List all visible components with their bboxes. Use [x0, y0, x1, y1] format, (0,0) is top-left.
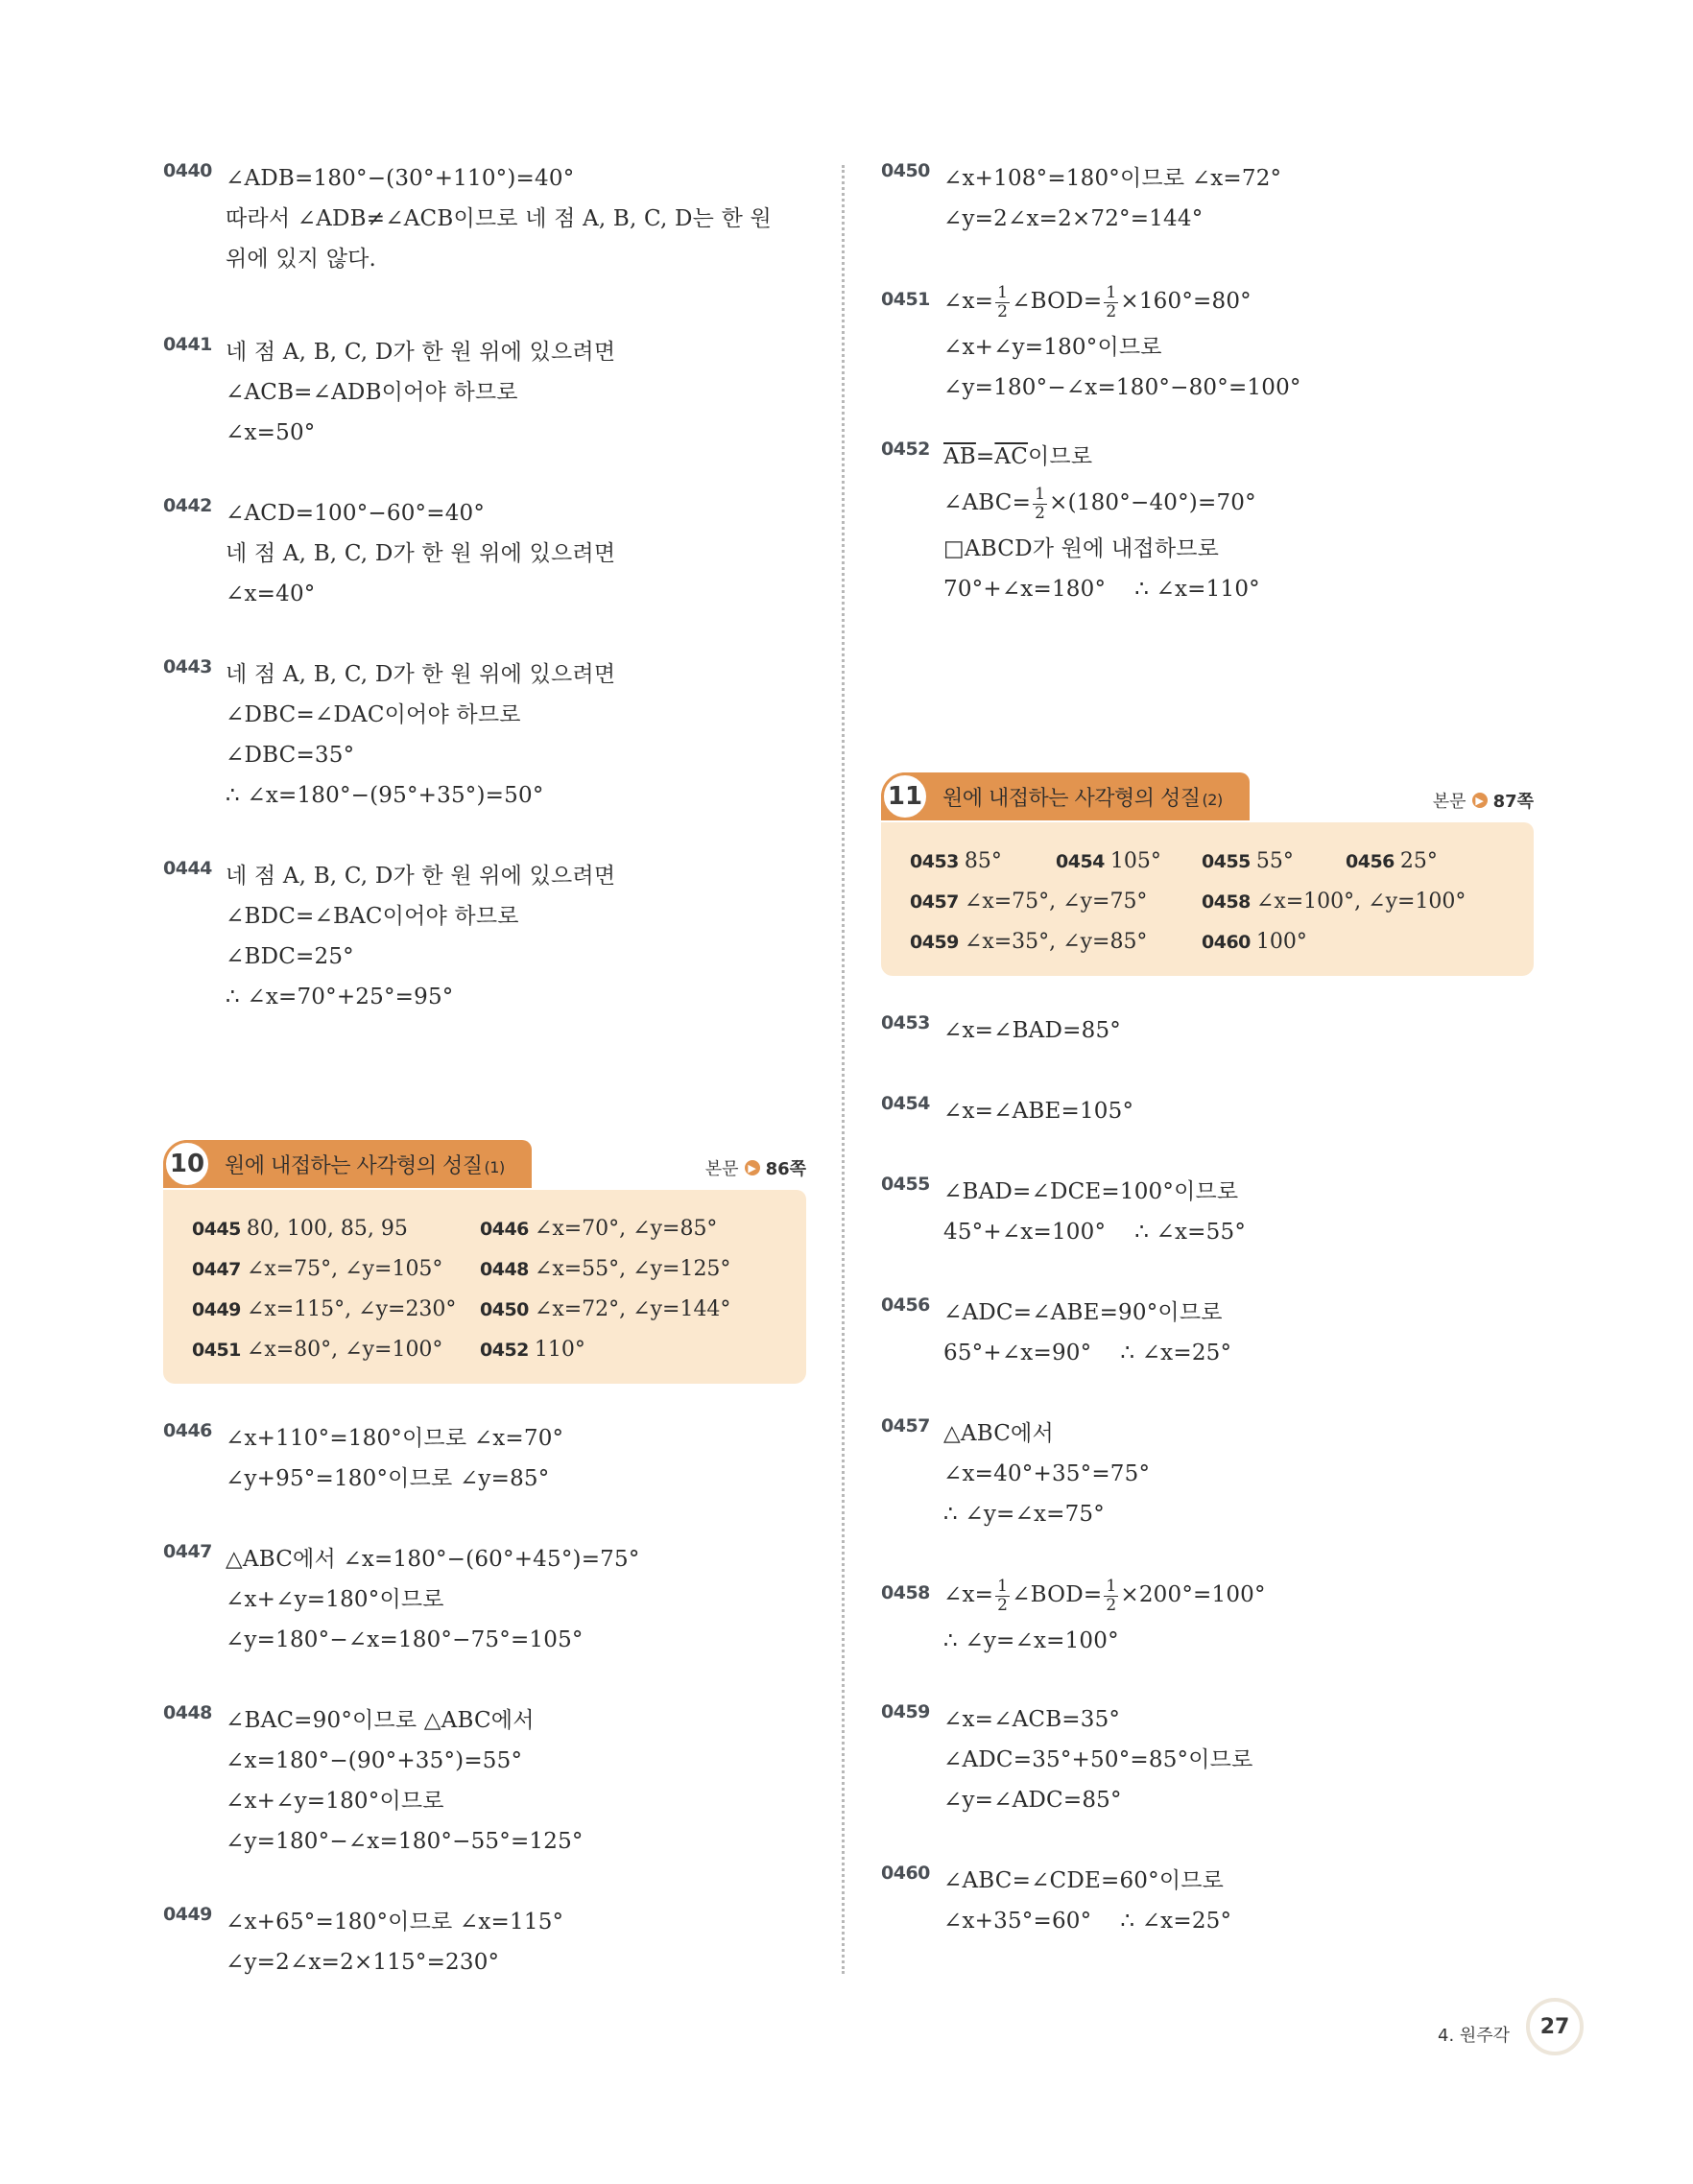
answer-item	[480, 1249, 730, 1290]
problem-number: 0455	[881, 1174, 930, 1195]
answer-item	[910, 882, 1202, 922]
section-title-sub: (2)	[1202, 790, 1223, 809]
answer-row	[192, 1209, 777, 1249]
answer-number: 0459	[910, 932, 959, 953]
expr-text: ∠BOD=	[1012, 1582, 1103, 1607]
answer-number: 0447	[192, 1259, 241, 1280]
answer-item	[192, 1330, 480, 1370]
answer-text: ∠x=75°, ∠y=105°	[246, 1257, 443, 1281]
solution-line: ∠y=2∠x=2×115°=230°	[226, 1950, 500, 1975]
section-tab	[881, 772, 1250, 820]
solution-line: ∠y=180°−∠x=180°−80°=100°	[943, 375, 1301, 400]
expr-text: ×200°=100°	[1120, 1582, 1266, 1607]
problem-0441	[163, 332, 806, 453]
right-column	[881, 158, 1534, 1941]
chapter-label: 4. 원주각	[1438, 2026, 1511, 2046]
answer-row	[910, 922, 1505, 962]
solution-line: 45°+∠x=100° ∴ ∠x=55°	[943, 1220, 1247, 1245]
reference-page: 86쪽	[765, 1159, 806, 1179]
problem-0452	[881, 437, 1534, 609]
section-header	[881, 772, 1534, 822]
solution-line: ∠x=40°+35°=75°	[943, 1461, 1151, 1486]
fraction-numerator: 1	[1106, 1576, 1117, 1596]
problem-0446	[163, 1418, 806, 1499]
answer-text: ∠x=55°, ∠y=125°	[534, 1257, 731, 1281]
solution-line: ∠x=∠ACB=35°	[943, 1707, 1121, 1732]
answer-text: 25°	[1399, 849, 1438, 873]
problem-0449	[163, 1902, 806, 1982]
problem-number: 0444	[163, 858, 212, 879]
section-title-text: 원에 내접하는 사각형의 성질	[942, 786, 1201, 811]
solution-line: ∠x+108°=180°이므로 ∠x=72°	[943, 166, 1282, 191]
answer-row	[192, 1330, 777, 1370]
fraction	[1104, 284, 1118, 321]
solution-line: ∠DBC=∠DAC이어야 하므로	[226, 702, 521, 727]
answer-item	[1202, 882, 1466, 922]
problem-0456	[881, 1293, 1534, 1373]
answer-item	[910, 922, 1202, 962]
column-divider	[842, 165, 845, 1974]
answer-row	[910, 842, 1505, 882]
section-title	[225, 1150, 505, 1179]
solution-line: 네 점 A, B, C, D가 한 원 위에 있으려면	[226, 864, 616, 889]
solution-line: 따라서 ∠ADB≠∠ACB이므로 네 점 A, B, C, D는 한 원	[226, 206, 772, 231]
solution-line: ∠y=2∠x=2×72°=144°	[943, 206, 1204, 231]
solution-line: ∠BAD=∠DCE=100°이므로	[943, 1179, 1239, 1204]
answer-text: 100°	[1255, 930, 1307, 954]
solution-line	[943, 437, 1534, 477]
section-number-badge: 10	[163, 1140, 211, 1188]
problem-0443	[163, 654, 806, 816]
solution-line: ∠ADB=180°−(30°+110°)=40°	[226, 166, 575, 191]
answer-item	[480, 1330, 585, 1370]
solution-line: △ABC에서	[943, 1421, 1054, 1446]
answer-text: ∠x=100°, ∠y=100°	[1255, 890, 1466, 914]
solution-line: ∠ADC=35°+50°=85°이므로	[943, 1747, 1253, 1772]
answer-row	[910, 882, 1505, 922]
problem-number: 0458	[881, 1582, 930, 1603]
solution-line	[943, 1569, 1534, 1621]
arrow-right-icon: ▶	[745, 1160, 760, 1175]
solution-line: ∠x=40°	[226, 582, 316, 606]
arc-ac: $\overline{AC}$	[994, 444, 1029, 469]
answer-text: 105°	[1109, 849, 1161, 873]
section-10-answer-box	[163, 1140, 806, 1384]
solution-line: ∴ ∠x=70°+25°=95°	[226, 985, 454, 1009]
answer-item	[192, 1209, 480, 1249]
problem-number: 0460	[881, 1863, 930, 1884]
problem-number: 0450	[881, 160, 930, 181]
problem-number: 0452	[881, 439, 930, 460]
answer-number: 0448	[480, 1259, 529, 1280]
reference-label: 본문	[1432, 792, 1466, 812]
expr-text: ∠BOD=	[1012, 289, 1103, 314]
answer-number: 0450	[480, 1299, 529, 1320]
answer-item	[1202, 922, 1307, 962]
answer-number: 0452	[480, 1340, 529, 1361]
solution-line: 네 점 A, B, C, D가 한 원 위에 있으려면	[226, 541, 616, 566]
solution-line: ∠x=∠ABE=105°	[943, 1099, 1134, 1124]
solution-line: ∠BAC=90°이므로 △ABC에서	[226, 1708, 535, 1733]
answer-text: 80, 100, 85, 95	[246, 1217, 408, 1241]
answer-number: 0460	[1202, 932, 1251, 953]
problem-0460	[881, 1861, 1534, 1941]
answer-text: ∠x=72°, ∠y=144°	[534, 1297, 731, 1321]
problem-number: 0454	[881, 1093, 930, 1114]
solution-line	[943, 477, 1534, 529]
answer-number: 0453	[910, 851, 959, 872]
section-header	[163, 1140, 806, 1190]
section-title	[942, 782, 1223, 812]
fraction-denominator: 2	[997, 1595, 1009, 1615]
solution-line: ∠DBC=35°	[226, 743, 355, 768]
solution-line: ∠ADC=∠ABE=90°이므로	[943, 1300, 1223, 1325]
problem-0440	[163, 158, 806, 279]
answer-item	[1202, 842, 1346, 882]
problem-number: 0446	[163, 1420, 212, 1441]
problem-number: 0453	[881, 1012, 930, 1033]
fraction-denominator: 2	[1106, 301, 1117, 321]
solution-line: ∠x+∠y=180°이므로	[226, 1587, 444, 1612]
solution-line: ∠x=50°	[226, 420, 316, 445]
section-title-text: 원에 내접하는 사각형의 성질	[225, 1153, 483, 1178]
answer-number: 0456	[1346, 851, 1395, 872]
fraction	[995, 284, 1010, 321]
expr-text: ×160°=80°	[1120, 289, 1252, 314]
solution-line: ∠x=∠BAD=85°	[943, 1018, 1121, 1043]
solution-line: ∠x+∠y=180°이므로	[226, 1789, 444, 1814]
problem-number: 0441	[163, 334, 212, 355]
answer-summary-box	[881, 822, 1534, 976]
answer-number: 0446	[480, 1219, 529, 1240]
expr-text: ×(180°−40°)=70°	[1049, 490, 1256, 515]
problem-0447	[163, 1539, 806, 1660]
solution-line: ∠x+∠y=180°이므로	[943, 335, 1162, 360]
answer-number: 0449	[192, 1299, 241, 1320]
problem-0459	[881, 1699, 1534, 1820]
fraction-numerator: 1	[1106, 282, 1117, 302]
problem-0458	[881, 1569, 1534, 1661]
problem-number: 0447	[163, 1541, 212, 1562]
answer-row	[192, 1290, 777, 1330]
problem-0444	[163, 856, 806, 1017]
arrow-right-icon: ▶	[1472, 793, 1488, 808]
fraction-numerator: 1	[1035, 484, 1046, 504]
section-number-badge: 11	[881, 772, 929, 820]
answer-item	[1346, 842, 1438, 882]
answer-text: 110°	[534, 1338, 585, 1362]
answer-number: 0458	[1202, 891, 1251, 913]
answer-item	[192, 1290, 480, 1330]
answer-row	[192, 1249, 777, 1290]
problem-number: 0443	[163, 656, 212, 677]
solution-line: ∠ACD=100°−60°=40°	[226, 501, 486, 526]
arc-ab: $\overline{AB}$	[943, 444, 976, 469]
solution-line: ∴ ∠x=180°−(95°+35°)=50°	[226, 783, 544, 808]
solution-line: 네 점 A, B, C, D가 한 원 위에 있으려면	[226, 662, 616, 687]
page-number: 27	[1526, 1998, 1584, 2055]
answer-item	[480, 1209, 717, 1249]
expr-text: 이므로	[1028, 444, 1093, 469]
problem-number: 0457	[881, 1415, 930, 1436]
answer-text: ∠x=115°, ∠y=230°	[246, 1297, 457, 1321]
expr-text: ∠x=	[943, 289, 994, 314]
problem-0455	[881, 1172, 1534, 1252]
problem-number: 0448	[163, 1702, 212, 1723]
answer-summary-box	[163, 1190, 806, 1384]
section-tab	[163, 1140, 532, 1188]
answer-number: 0457	[910, 891, 959, 913]
problem-number: 0456	[881, 1294, 930, 1316]
solution-line: ∠BDC=25°	[226, 944, 354, 969]
expr-text: ∠ABC=	[943, 490, 1032, 515]
solution-line: ∠BDC=∠BAC이어야 하므로	[226, 904, 519, 929]
answer-text: ∠x=75°, ∠y=75°	[964, 890, 1148, 914]
answer-item	[192, 1249, 480, 1290]
solution-line: ∠x+65°=180°이므로 ∠x=115°	[226, 1910, 564, 1935]
problem-0457	[881, 1413, 1534, 1534]
solution-line: ∴ ∠y=∠x=75°	[943, 1502, 1105, 1527]
solution-line	[943, 275, 1534, 327]
answer-number: 0454	[1056, 851, 1105, 872]
solution-line: ∠ACB=∠ADB이어야 하므로	[226, 380, 518, 405]
solution-line: ∠y+95°=180°이므로 ∠y=85°	[226, 1466, 550, 1491]
left-column	[163, 158, 806, 1982]
problem-0451	[881, 275, 1534, 408]
answer-text: ∠x=80°, ∠y=100°	[246, 1338, 443, 1362]
section-title-sub: (1)	[484, 1157, 505, 1176]
problem-0450	[881, 158, 1534, 239]
answer-text: ∠x=35°, ∠y=85°	[964, 930, 1148, 954]
answer-item	[1056, 842, 1202, 882]
textbook-reference	[1433, 788, 1534, 813]
solution-line: ∠ABC=∠CDE=60°이므로	[943, 1868, 1225, 1893]
answer-text: ∠x=70°, ∠y=85°	[534, 1217, 718, 1241]
expr-text: =	[975, 444, 995, 469]
problem-number: 0442	[163, 495, 212, 516]
solution-line: ∴ ∠y=∠x=100°	[943, 1628, 1119, 1653]
solution-line: ∠x+35°=60° ∴ ∠x=25°	[943, 1909, 1232, 1934]
fraction-denominator: 2	[997, 301, 1009, 321]
problem-0454	[881, 1091, 1534, 1131]
solution-line: 65°+∠x=90° ∴ ∠x=25°	[943, 1341, 1232, 1365]
problem-number: 0440	[163, 160, 212, 181]
solution-line: ∠y=∠ADC=85°	[943, 1788, 1122, 1813]
problem-0453	[881, 1010, 1534, 1051]
answer-item	[480, 1290, 730, 1330]
problem-number: 0459	[881, 1701, 930, 1722]
problem-0448	[163, 1700, 806, 1862]
solution-line: △ABC에서 ∠x=180°−(60°+45°)=75°	[226, 1547, 640, 1572]
reference-page: 87쪽	[1492, 792, 1534, 812]
reference-label: 본문	[704, 1159, 739, 1179]
fraction-numerator: 1	[997, 1576, 1009, 1596]
fraction-denominator: 2	[1106, 1595, 1117, 1615]
problem-0442	[163, 493, 806, 614]
answer-number: 0451	[192, 1340, 241, 1361]
solution-line: ∠x+110°=180°이므로 ∠x=70°	[226, 1426, 564, 1451]
solution-line: 네 점 A, B, C, D가 한 원 위에 있으려면	[226, 340, 616, 365]
textbook-reference	[705, 1155, 806, 1180]
fraction-denominator: 2	[1035, 503, 1046, 523]
section-11-answer-box	[881, 772, 1534, 976]
answer-number: 0445	[192, 1219, 241, 1240]
solution-line: 70°+∠x=180° ∴ ∠x=110°	[943, 577, 1260, 602]
solution-line: ∠y=180°−∠x=180°−55°=125°	[226, 1829, 584, 1854]
solution-line: 위에 있지 않다.	[226, 247, 377, 272]
problem-number: 0451	[881, 289, 930, 310]
expr-text: ∠x=	[943, 1582, 994, 1607]
solution-line: □ABCD가 원에 내접하므로	[943, 536, 1220, 561]
solution-line: ∠y=180°−∠x=180°−75°=105°	[226, 1627, 584, 1652]
answer-item	[910, 842, 1056, 882]
fraction	[995, 1578, 1010, 1615]
fraction	[1104, 1578, 1118, 1615]
answer-text: 85°	[964, 849, 1002, 873]
problem-number: 0449	[163, 1904, 212, 1925]
solution-line: ∠x=180°−(90°+35°)=55°	[226, 1748, 523, 1773]
answer-text: 55°	[1255, 849, 1294, 873]
fraction-numerator: 1	[997, 282, 1009, 302]
answer-number: 0455	[1202, 851, 1251, 872]
fraction	[1033, 486, 1047, 523]
